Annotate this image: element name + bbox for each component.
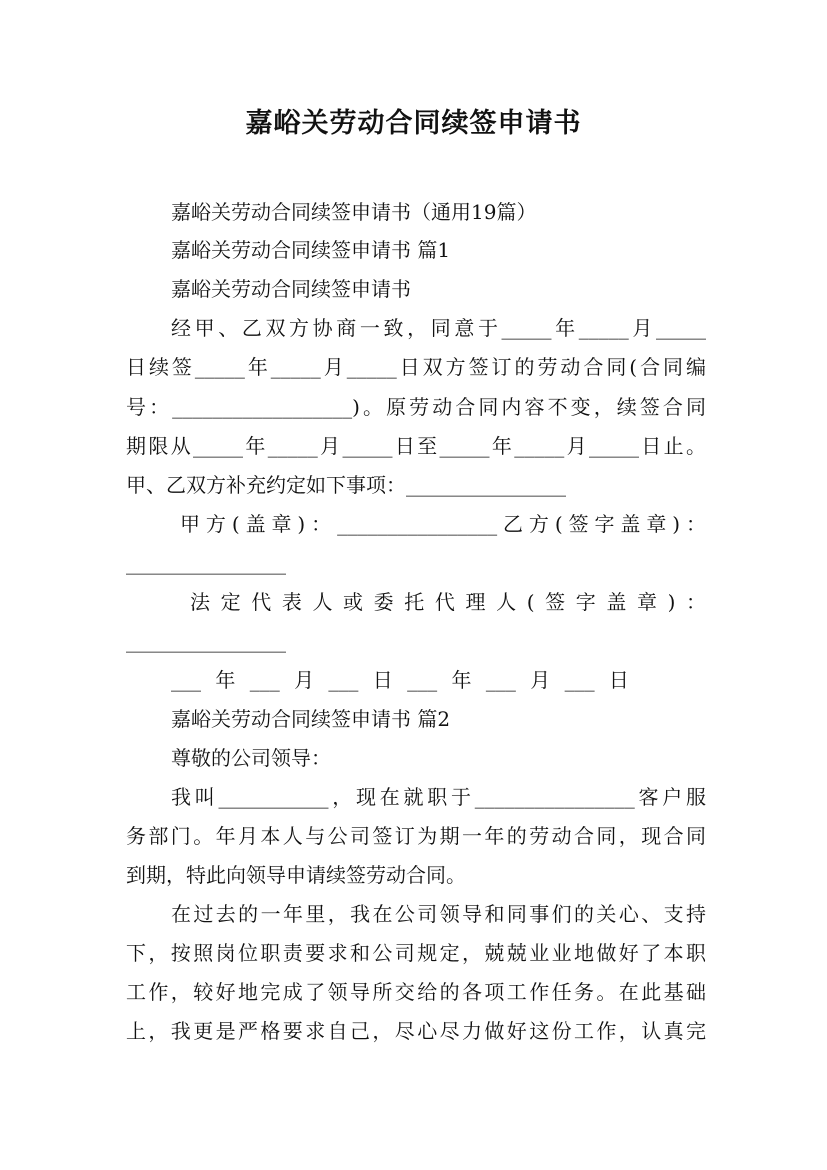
heading-letter-1: 嘉峪关劳动合同续签申请书 [171, 277, 411, 301]
paragraph-line: 在过去的一年里，我在公司领导和同事们的关心、支持 [171, 902, 706, 926]
signature-line-parties: 甲方(盖章)：________________乙方(签字盖章)： [180, 512, 706, 536]
paragraph-line: 我叫___________，现在就职于________________客户服 [171, 785, 706, 809]
paragraph-line: 期限从_____年_____月_____日至_____年_____月_____日止。 [126, 434, 706, 458]
page-title: 嘉峪关劳动合同续签申请书 [245, 108, 582, 139]
paragraph-line: 到期，特此向领导申请续签劳动合同。 [126, 863, 466, 887]
paragraph-line: 号：__________________)。原劳动合同内容不变，续签合同 [126, 395, 706, 419]
signature-blank: ________________ [126, 629, 286, 653]
heading-collection: 嘉峪关劳动合同续签申请书（通用19篇） [171, 200, 537, 224]
salutation: 尊敬的公司领导： [171, 746, 331, 770]
heading-part-1: 嘉峪关劳动合同续签申请书 篇1 [171, 238, 451, 262]
paragraph-line: 工作，较好地完成了领导所交给的各项工作任务。在此基础 [126, 980, 706, 1004]
signature-line-representative: 法定代表人或委托代理人(签字盖章)： [190, 590, 706, 614]
date-line: ___ 年 ___ 月 ___ 日 ___ 年 ___ 月 ___ 日 [171, 668, 629, 692]
paragraph-line: 日续签_____年_____月_____日双方签订的劳动合同(合同编 [126, 355, 706, 379]
paragraph-line: 经甲、乙双方协商一致，同意于_____年_____月_____ [171, 316, 706, 340]
heading-part-2: 嘉峪关劳动合同续签申请书 篇2 [171, 707, 451, 731]
paragraph-line: 下，按照岗位职责要求和公司规定，兢兢业业地做好了本职 [126, 941, 706, 965]
paragraph-line: 上，我更是严格要求自己，尽心尽力做好这份工作，认真完 [126, 1019, 706, 1043]
paragraph-line: 甲、乙双方补充约定如下事项：________________ [126, 473, 566, 497]
signature-blank: ________________ [126, 551, 286, 575]
paragraph-line: 务部门。年月本人与公司签订为期一年的劳动合同，现合同 [126, 824, 706, 848]
